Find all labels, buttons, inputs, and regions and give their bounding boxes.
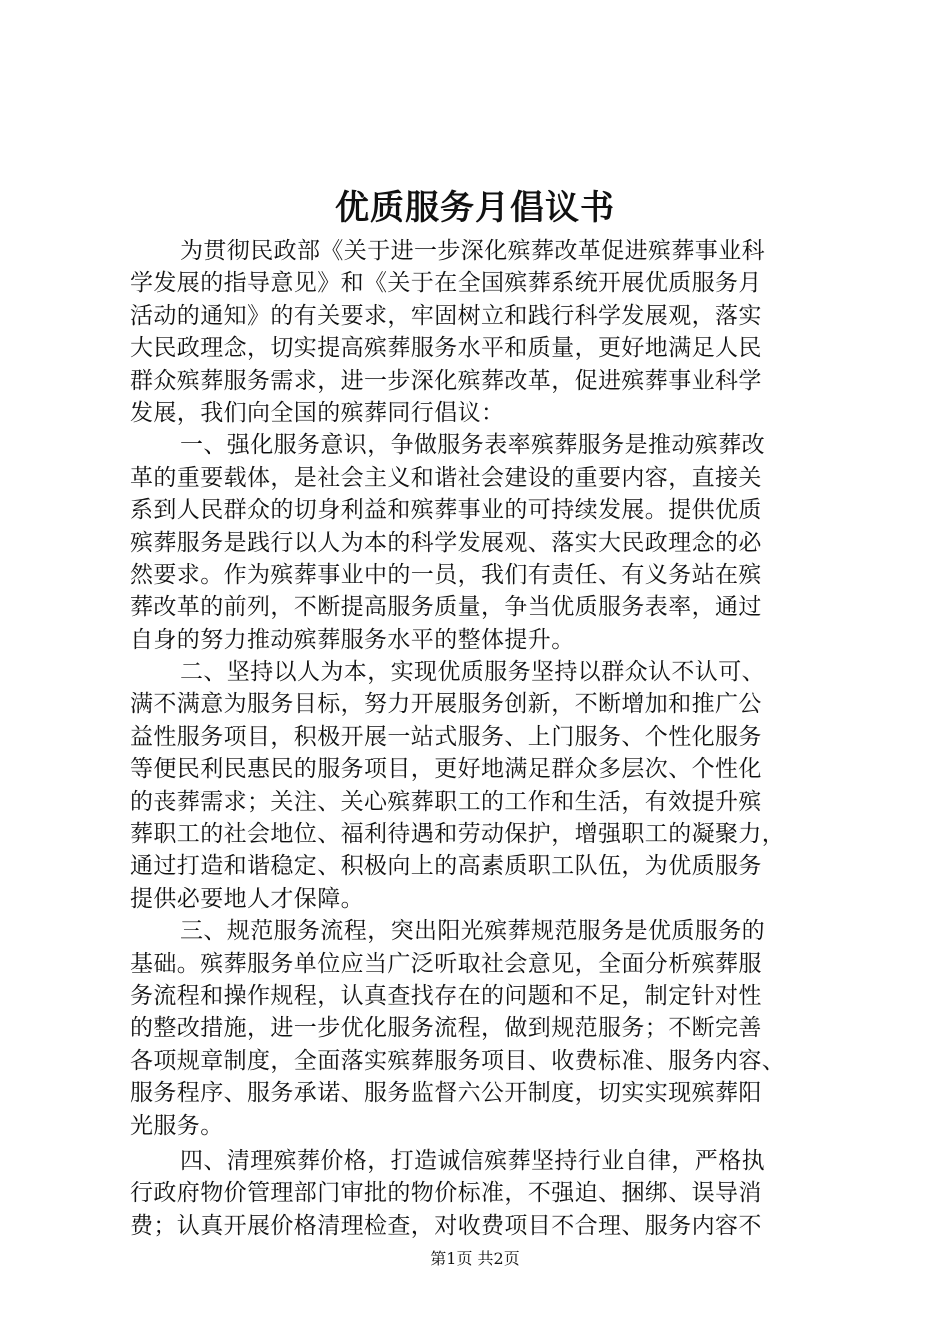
paragraph-line: 务流程和操作规程，认真查找存在的问题和不足，制定针对性 [130, 982, 762, 1009]
paragraph-line: 学发展的指导意见》和《关于在全国殡葬系统开展优质服务月 [130, 270, 762, 297]
document-title: 优质服务月倡议书 [335, 188, 615, 228]
paragraph-line: 葬改革的前列，不断提高服务质量，争当优质服务表率，通过 [130, 594, 762, 621]
paragraph-line: 服务程序、服务承诺、服务监督六公开制度，切实实现殡葬阳 [130, 1080, 762, 1107]
paragraph-line: 等便民利民惠民的服务项目，更好地满足群众多层次、个性化 [130, 756, 762, 783]
paragraph-line: 一、强化服务意识，争做服务表率殡葬服务是推动殡葬改 [180, 432, 765, 459]
paragraph-line: 自身的努力推动殡葬服务水平的整体提升。 [130, 626, 575, 653]
paragraph [130, 235, 830, 429]
paragraph-line: 系到人民群众的切身利益和殡葬事业的可持续发展。提供优质 [130, 497, 762, 524]
paragraph-line: 的丧葬需求；关注、关心殡葬职工的工作和生活，有效提升殡 [130, 788, 762, 815]
paragraph-line: 各项规章制度，全面落实殡葬服务项目、收费标准、服务内容、 [130, 1047, 786, 1074]
paragraph-line: 葬职工的社会地位、福利待遇和劳动保护，增强职工的凝聚力， [130, 821, 786, 848]
paragraph-line: 群众殡葬服务需求，进一步深化殡葬改革，促进殡葬事业科学 [130, 367, 762, 394]
paragraph-line: 行政府物价管理部门审批的物价标准，不强迫、捆绑、误导消 [130, 1180, 762, 1207]
paragraph-line: 活动的通知》的有关要求，牢固树立和践行科学发展观，落实 [130, 302, 762, 329]
paragraph-line: 基础。殡葬服务单位应当广泛听取社会意见，全面分析殡葬服 [130, 950, 762, 977]
paragraph-line: 然要求。作为殡葬事业中的一员，我们有责任、有义务站在殡 [130, 561, 762, 588]
paragraph-line: 二、坚持以人为本，实现优质服务坚持以群众认不认可、 [180, 659, 765, 686]
paragraph-line: 光服务。 [130, 1112, 224, 1139]
paragraph-line: 殡葬服务是践行以人为本的科学发展观、落实大民政理念的必 [130, 529, 762, 556]
paragraph-line: 发展，我们向全国的殡葬同行倡议： [130, 399, 505, 426]
paragraph-line: 费；认真开展价格清理检查，对收费项目不合理、服务内容不 [130, 1212, 762, 1239]
page-footer: 第1页 共2页 [430, 1249, 520, 1268]
paragraph-line: 通过打造和谐稳定、积极向上的高素质职工队伍，为优质服务 [130, 853, 762, 880]
paragraph [130, 915, 830, 1142]
paragraph-line: 的整改措施，进一步优化服务流程，做到规范服务；不断完善 [130, 1015, 762, 1042]
paragraph-line: 三、规范服务流程，突出阳光殡葬规范服务是优质服务的 [180, 918, 765, 945]
paragraph-line: 满不满意为服务目标，努力开展服务创新，不断增加和推广公 [130, 691, 762, 718]
document-body [130, 235, 830, 1242]
paragraph-line: 益性服务项目，积极开展一站式服务、上门服务、个性化服务 [130, 723, 762, 750]
paragraph-line: 革的重要载体，是社会主义和谐社会建设的重要内容，直接关 [130, 464, 762, 491]
paragraph [130, 656, 830, 915]
paragraph-line: 大民政理念，切实提高殡葬服务水平和质量，更好地满足人民 [130, 335, 762, 362]
paragraph-line: 提供必要地人才保障。 [130, 885, 364, 912]
paragraph-line: 四、清理殡葬价格，打造诚信殡葬坚持行业自律，严格执 [180, 1147, 765, 1174]
paragraph [130, 429, 830, 656]
paragraph-line: 为贯彻民政部《关于进一步深化殡葬改革促进殡葬事业科 [180, 238, 765, 264]
paragraph [130, 1145, 830, 1242]
